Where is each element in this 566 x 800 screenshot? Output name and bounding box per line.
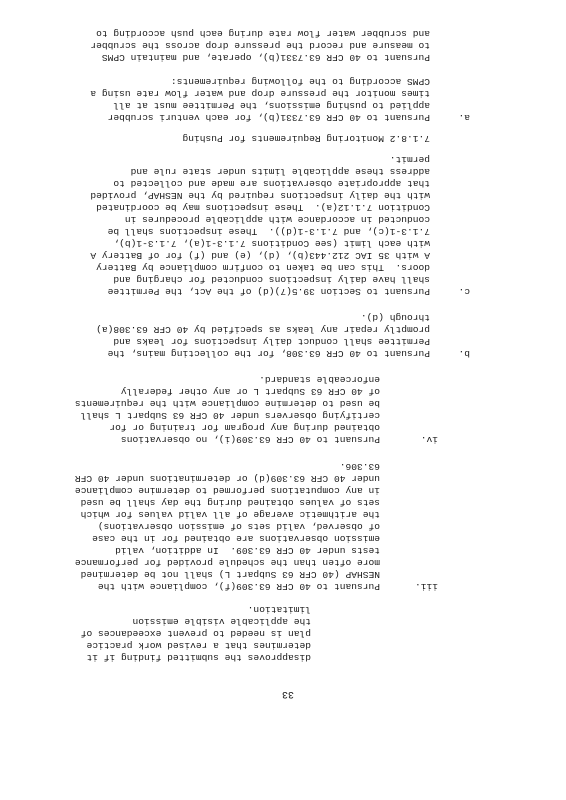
text-line: conducted in accordance with applicable procedures in <box>124 214 430 225</box>
text-line: with the daily inspections required by the NESHAP, provided <box>90 190 430 201</box>
section-heading: 7.1.8.2 Monitoring Requirements for Pushing <box>182 133 430 144</box>
text-line: address these applicable limits under state rule and <box>130 166 430 177</box>
text-line: doors. This can be taken to confirm compliance by Battery <box>96 262 430 273</box>
text-line: be used to determine compliance with the requirements <box>74 398 380 409</box>
text-line: limitation. <box>247 604 311 615</box>
text-line: tests under 40 CFR 63.309. In addition, valid <box>115 545 380 556</box>
text-line: of 40 CFR 63 Subpart L or any other federally <box>120 386 380 397</box>
text-line: plan is needed to prevent exceedances of <box>80 628 311 639</box>
item-marker: iv. <box>420 434 438 445</box>
text-line: through (d). <box>360 312 430 323</box>
text-line: the arithmetic average of all valid values for which <box>80 509 380 520</box>
item-marker: iii. <box>414 581 438 592</box>
text-line: with each limit (see Conditions 7.1.3-1(a), 7.1.3-1(b), <box>113 238 430 249</box>
text-line: times monitor the pressure drop and water flow rate using a <box>90 88 430 99</box>
text-line: determines that a revised work practice <box>86 640 311 651</box>
text-line: promptly repair any leaks as specified by 40 CFR 63.308(a) <box>96 324 430 335</box>
text-line: certifying observers under 40 CFR 63 Subpart L shall <box>80 410 380 421</box>
text-line: and scrubber water flow rate during each push according to <box>96 28 430 39</box>
text-line: more often than the schedule provided for performance <box>74 557 380 568</box>
text-line: NESHAP (40 CFR 63 Subpart L) shall not be determined <box>80 569 380 580</box>
text-line: Pursuant to 40 CFR 63.7331(b), for each venturi scrubber <box>107 112 430 123</box>
item-marker: b. <box>458 348 470 359</box>
text-line: of observed, valid sets of emission observations) <box>97 521 380 532</box>
text-line: Pursuant to Section 39.5(7)(d) of the Act, the Permittee <box>107 286 430 297</box>
text-line: that appropriate observations are made and collected to <box>113 178 430 189</box>
text-line: Pursuant to 40 CFR 63.7331(b), operate, and maintain CPMS <box>101 52 430 63</box>
page-number: 33 <box>281 688 294 699</box>
text-line: CPMS according to the following requirements: <box>170 76 430 87</box>
text-line: enforceable standard. <box>259 374 380 385</box>
text-line: 63.306. <box>339 461 380 472</box>
item-marker: a. <box>458 112 470 123</box>
text-line: sets of values obtained during the day shall be used <box>80 497 380 508</box>
text-line: permit. <box>389 154 430 165</box>
text-line: Pursuant to 40 CFR 63.308, for the collecting mains, the <box>107 348 430 359</box>
text-line: the applicable visible emission <box>132 616 311 627</box>
text-line: Pursuant to 40 CFR 63.309(i), no observations <box>120 434 380 445</box>
text-line: shall have daily inspections conducted for charging and <box>113 274 430 285</box>
text-line: in any computations performed to determine compliance <box>74 485 380 496</box>
text-line: under 40 CFR 63.309(d) or determinations under 40 CFR <box>74 473 380 484</box>
item-marker: c. <box>458 286 470 297</box>
text-line: Condition 7.1.12(a). These inspections may be coordinated <box>96 202 430 213</box>
text-line: emission observations are obtained for in the case <box>92 533 380 544</box>
text-line: to measure and record the pressure drop across the scrubber <box>90 40 430 51</box>
text-line: applied to pushing emissions, the Permittee must at all <box>113 100 430 111</box>
text-line: Permittee shall conduct daily inspections for leaks and <box>113 336 430 347</box>
text-line: A with 35 IAC 212.443(b), (d), (e) and (f) for of Battery A <box>90 250 430 261</box>
text-line: 7.1.3-1(c), and 7.1.3-1(d)). These inspections shall be <box>107 226 430 237</box>
text-line: obtained during any program for training or for <box>109 422 380 433</box>
text-line: disapproves the submitted finding if it <box>86 652 311 663</box>
text-line: Pursuant to 40 CFR 63.309(f), compliance with the <box>97 581 380 592</box>
